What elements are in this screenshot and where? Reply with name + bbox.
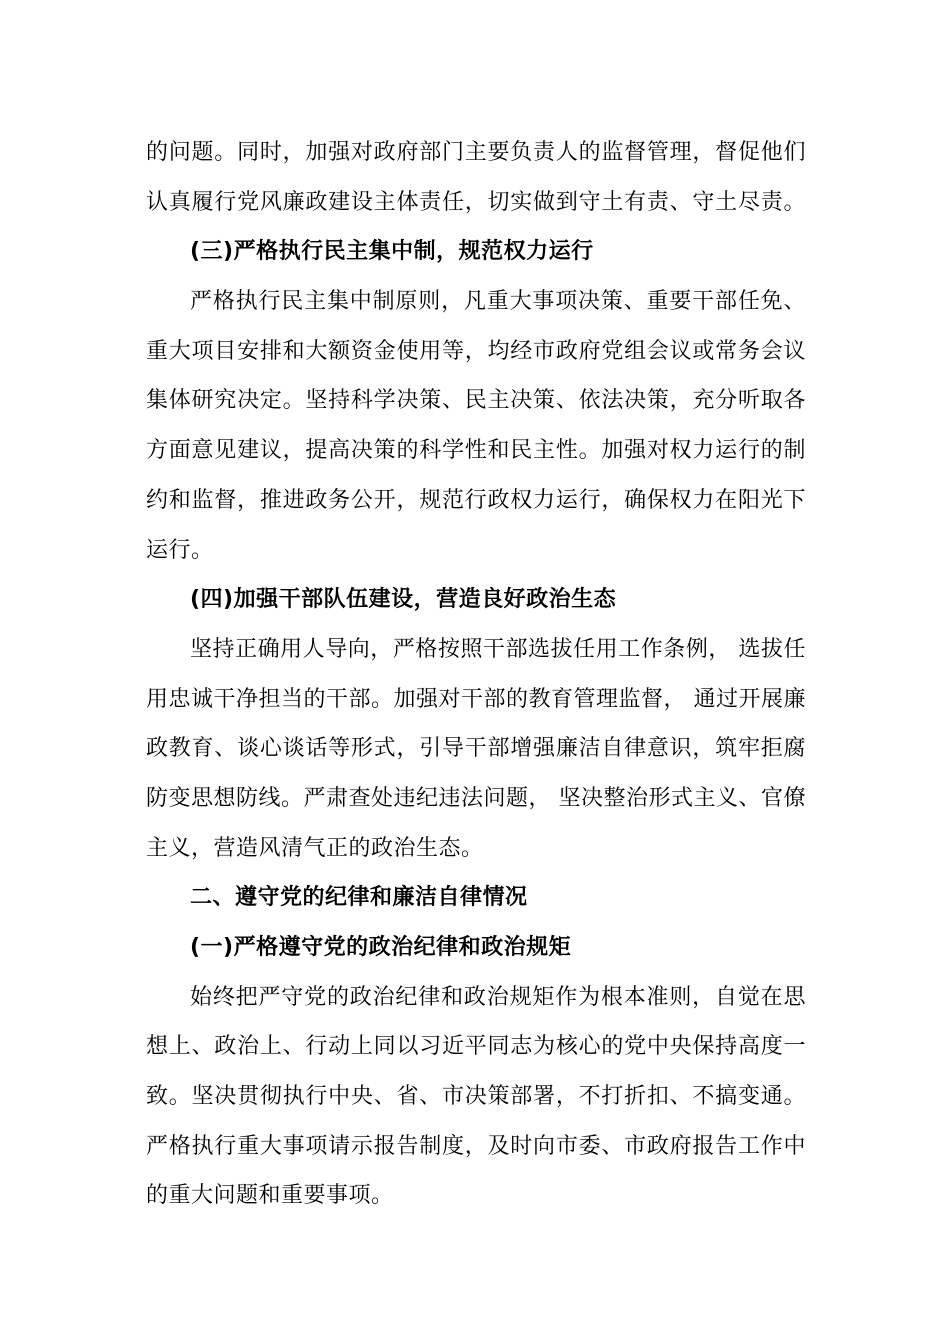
paragraph-line: 方面意见建议，提高决策的科学性和民主性。加强对权力运行的制 [146,438,806,464]
paragraph-line: 坚持正确用人导向，严格按照干部选拔任用工作条例， 选拔任 [190,636,806,662]
paragraph-line: 想上、政治上、行动上同以习近平同志为核心的党中央保持高度一 [146,1034,806,1060]
paragraph-line: 重大项目安排和大额资金使用等，均经市政府党组会议或常务会议 [146,338,806,364]
section-heading: (一)严格遵守党的政治纪律和政治规矩 [190,935,572,960]
paragraph-line: 运行。 [146,537,214,563]
paragraph-line: 严格执行民主集中制原则，凡重大事项决策、重要干部任免、 [190,289,806,315]
paragraph-line: 用忠诚干净担当的干部。加强对干部的教育管理监督， 通过开展廉 [146,686,806,712]
paragraph-line: 始终把严守党的政治纪律和政治规矩作为根本准则，自觉在思 [190,984,806,1010]
paragraph-line: 的重大问题和重要事项。 [146,1183,394,1209]
section-heading: (三)严格执行民主集中制，规范权力运行 [190,239,594,265]
paragraph-line: 主义，营造风清气正的政治生态。 [146,835,484,861]
paragraph-line: 防变思想防线。严肃查处违纪违法问题， 坚决整治形式主义、官僚 [146,785,806,811]
section-heading: (四)加强干部队伍建设，营造良好政治生态 [190,587,617,613]
paragraph-line: 集体研究决定。坚持科学决策、民主决策、依法决策，充分听取各 [146,388,806,414]
paragraph-line: 致。坚决贯彻执行中央、省、市决策部署，不打折扣、不搞变通。 [146,1084,806,1110]
chapter-heading: 二、遵守党的纪律和廉洁自律情况 [190,885,528,911]
paragraph-line: 严格执行重大事项请示报告制度，及时向市委、市政府报告工作中 [146,1133,806,1159]
document-page [146,128,806,1221]
paragraph-line: 的问题。同时，加强对政府部门主要负责人的监督管理，督促他们 [146,140,806,165]
paragraph-line: 约和监督，推进政务公开，规范行政权力运行，确保权力在阳光下 [146,487,806,513]
paragraph-line: 认真履行党风廉政建设主体责任，切实做到守土有责、守土尽责。 [146,189,806,215]
paragraph-line: 政教育、谈心谈话等形式，引导干部增强廉洁自律意识，筑牢拒腐 [146,736,806,762]
